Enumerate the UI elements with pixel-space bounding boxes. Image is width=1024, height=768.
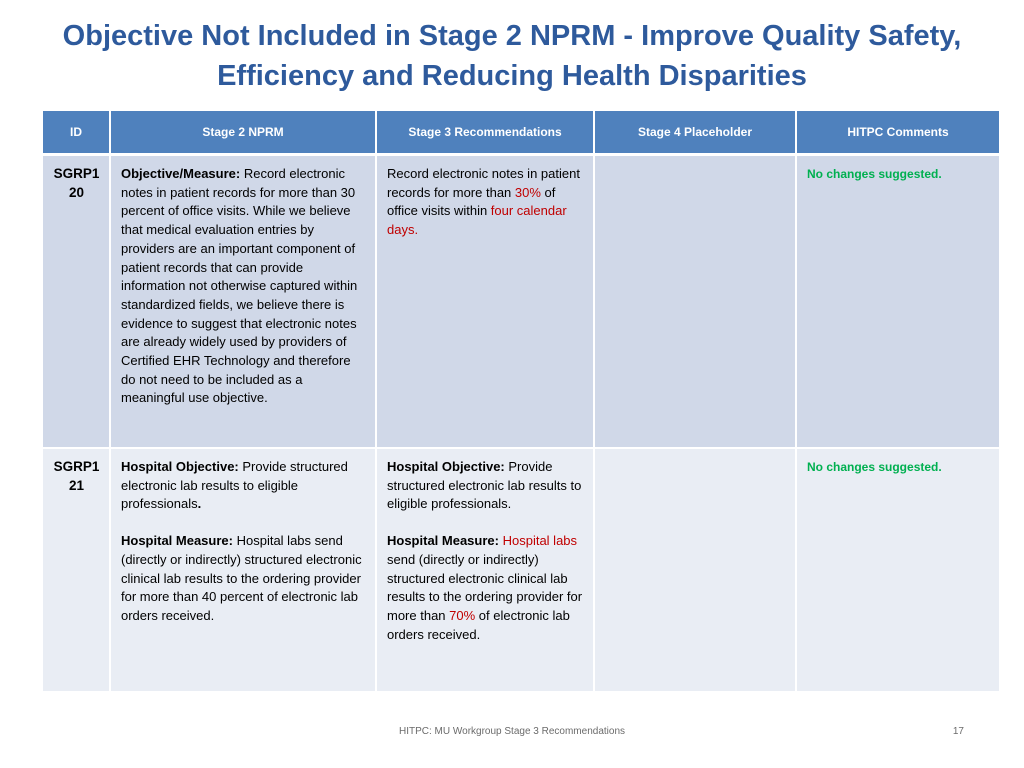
measure-text: Hospital labs send (directly or indirectly) structured electronic clinical lab results to the ordering provider for more than 40 percent of electronic lab orders received. [121, 533, 362, 623]
comment-text: No changes suggested. [807, 460, 942, 474]
header-stage3-recommendations: Stage 3 Recommendations [376, 111, 594, 155]
stage3-highlight-percent: 30% [514, 184, 541, 200]
stage3-cell [376, 155, 594, 449]
stage3-text: Record electronic notes in patient records for more than [387, 166, 580, 200]
header-stage4-placeholder: Stage 4 Placeholder [594, 111, 796, 155]
measure-text: of electronic lab orders received. [387, 607, 570, 642]
header-stage2-nprm: Stage 2 NPRM [110, 111, 376, 155]
stage3-cell [376, 448, 594, 692]
stage2-cell [110, 448, 376, 692]
objective-text: Provide structured electronic lab results to eligible professionals. [387, 459, 582, 512]
stage4-cell [594, 155, 796, 449]
stage3-highlight-timeframe: four calendar days. [387, 203, 567, 238]
objective-measure-label: Objective/Measure: [121, 166, 241, 181]
table-header-row [43, 111, 999, 155]
hospital-measure-label: Hospital Measure: [121, 533, 233, 549]
row-id: SGRP1 20 [43, 155, 110, 449]
hospital-measure-label: Hospital Measure: [387, 533, 499, 549]
hospital-objective-label: Hospital Objective: [387, 459, 505, 474]
objective-period: . [197, 496, 202, 512]
stage2-cell [110, 155, 376, 449]
comment-cell [796, 155, 999, 449]
recommendations-table [43, 111, 999, 693]
stage2-measure [121, 532, 366, 626]
measure-text: send (directly or indirectly) structured electronic clinical lab results to the ordering provider for more than [387, 551, 583, 623]
header-id: ID [43, 111, 110, 155]
stage2-objective [121, 458, 366, 514]
table-row [43, 155, 999, 449]
stage3-highlight-labs: Hospital labs [498, 533, 578, 549]
stage3-text: of office visits within [387, 184, 556, 219]
stage4-cell [594, 448, 796, 692]
stage3-measure [387, 532, 584, 644]
comment-text: No changes suggested. [807, 167, 942, 181]
table-row [43, 448, 999, 692]
objective-text: Provide structured electronic lab results to eligible professionals [121, 459, 348, 512]
stage3-highlight-percent: 70% [449, 607, 476, 623]
comment-cell [796, 448, 999, 692]
hospital-objective-label: Hospital Objective: [121, 459, 239, 474]
stage2-text: Record electronic notes in patient records for more than 30 percent of office visits. While we believe that medical evaluation entries by providers are an important component of patient records that can provide information not otherwise captured within standardized fields, we believe there is evidence to suggest that electronic notes are already widely used by providers of Certified EHR Technology and therefore do not need to be included as a meaningful use objective. [121, 166, 358, 406]
row-id: SGRP1 21 [43, 448, 110, 692]
header-hitpc-comments: HITPC Comments [796, 111, 999, 155]
slide-footer: HITPC: MU Workgroup Stage 3 Recommendations [398, 726, 625, 737]
page-number: 17 [952, 726, 964, 737]
slide-title: Objective Not Included in Stage 2 NPRM - Improve Quality Safety, Efficiency and Reducing Health Disparities [62, 20, 962, 92]
stage3-objective [387, 458, 584, 514]
